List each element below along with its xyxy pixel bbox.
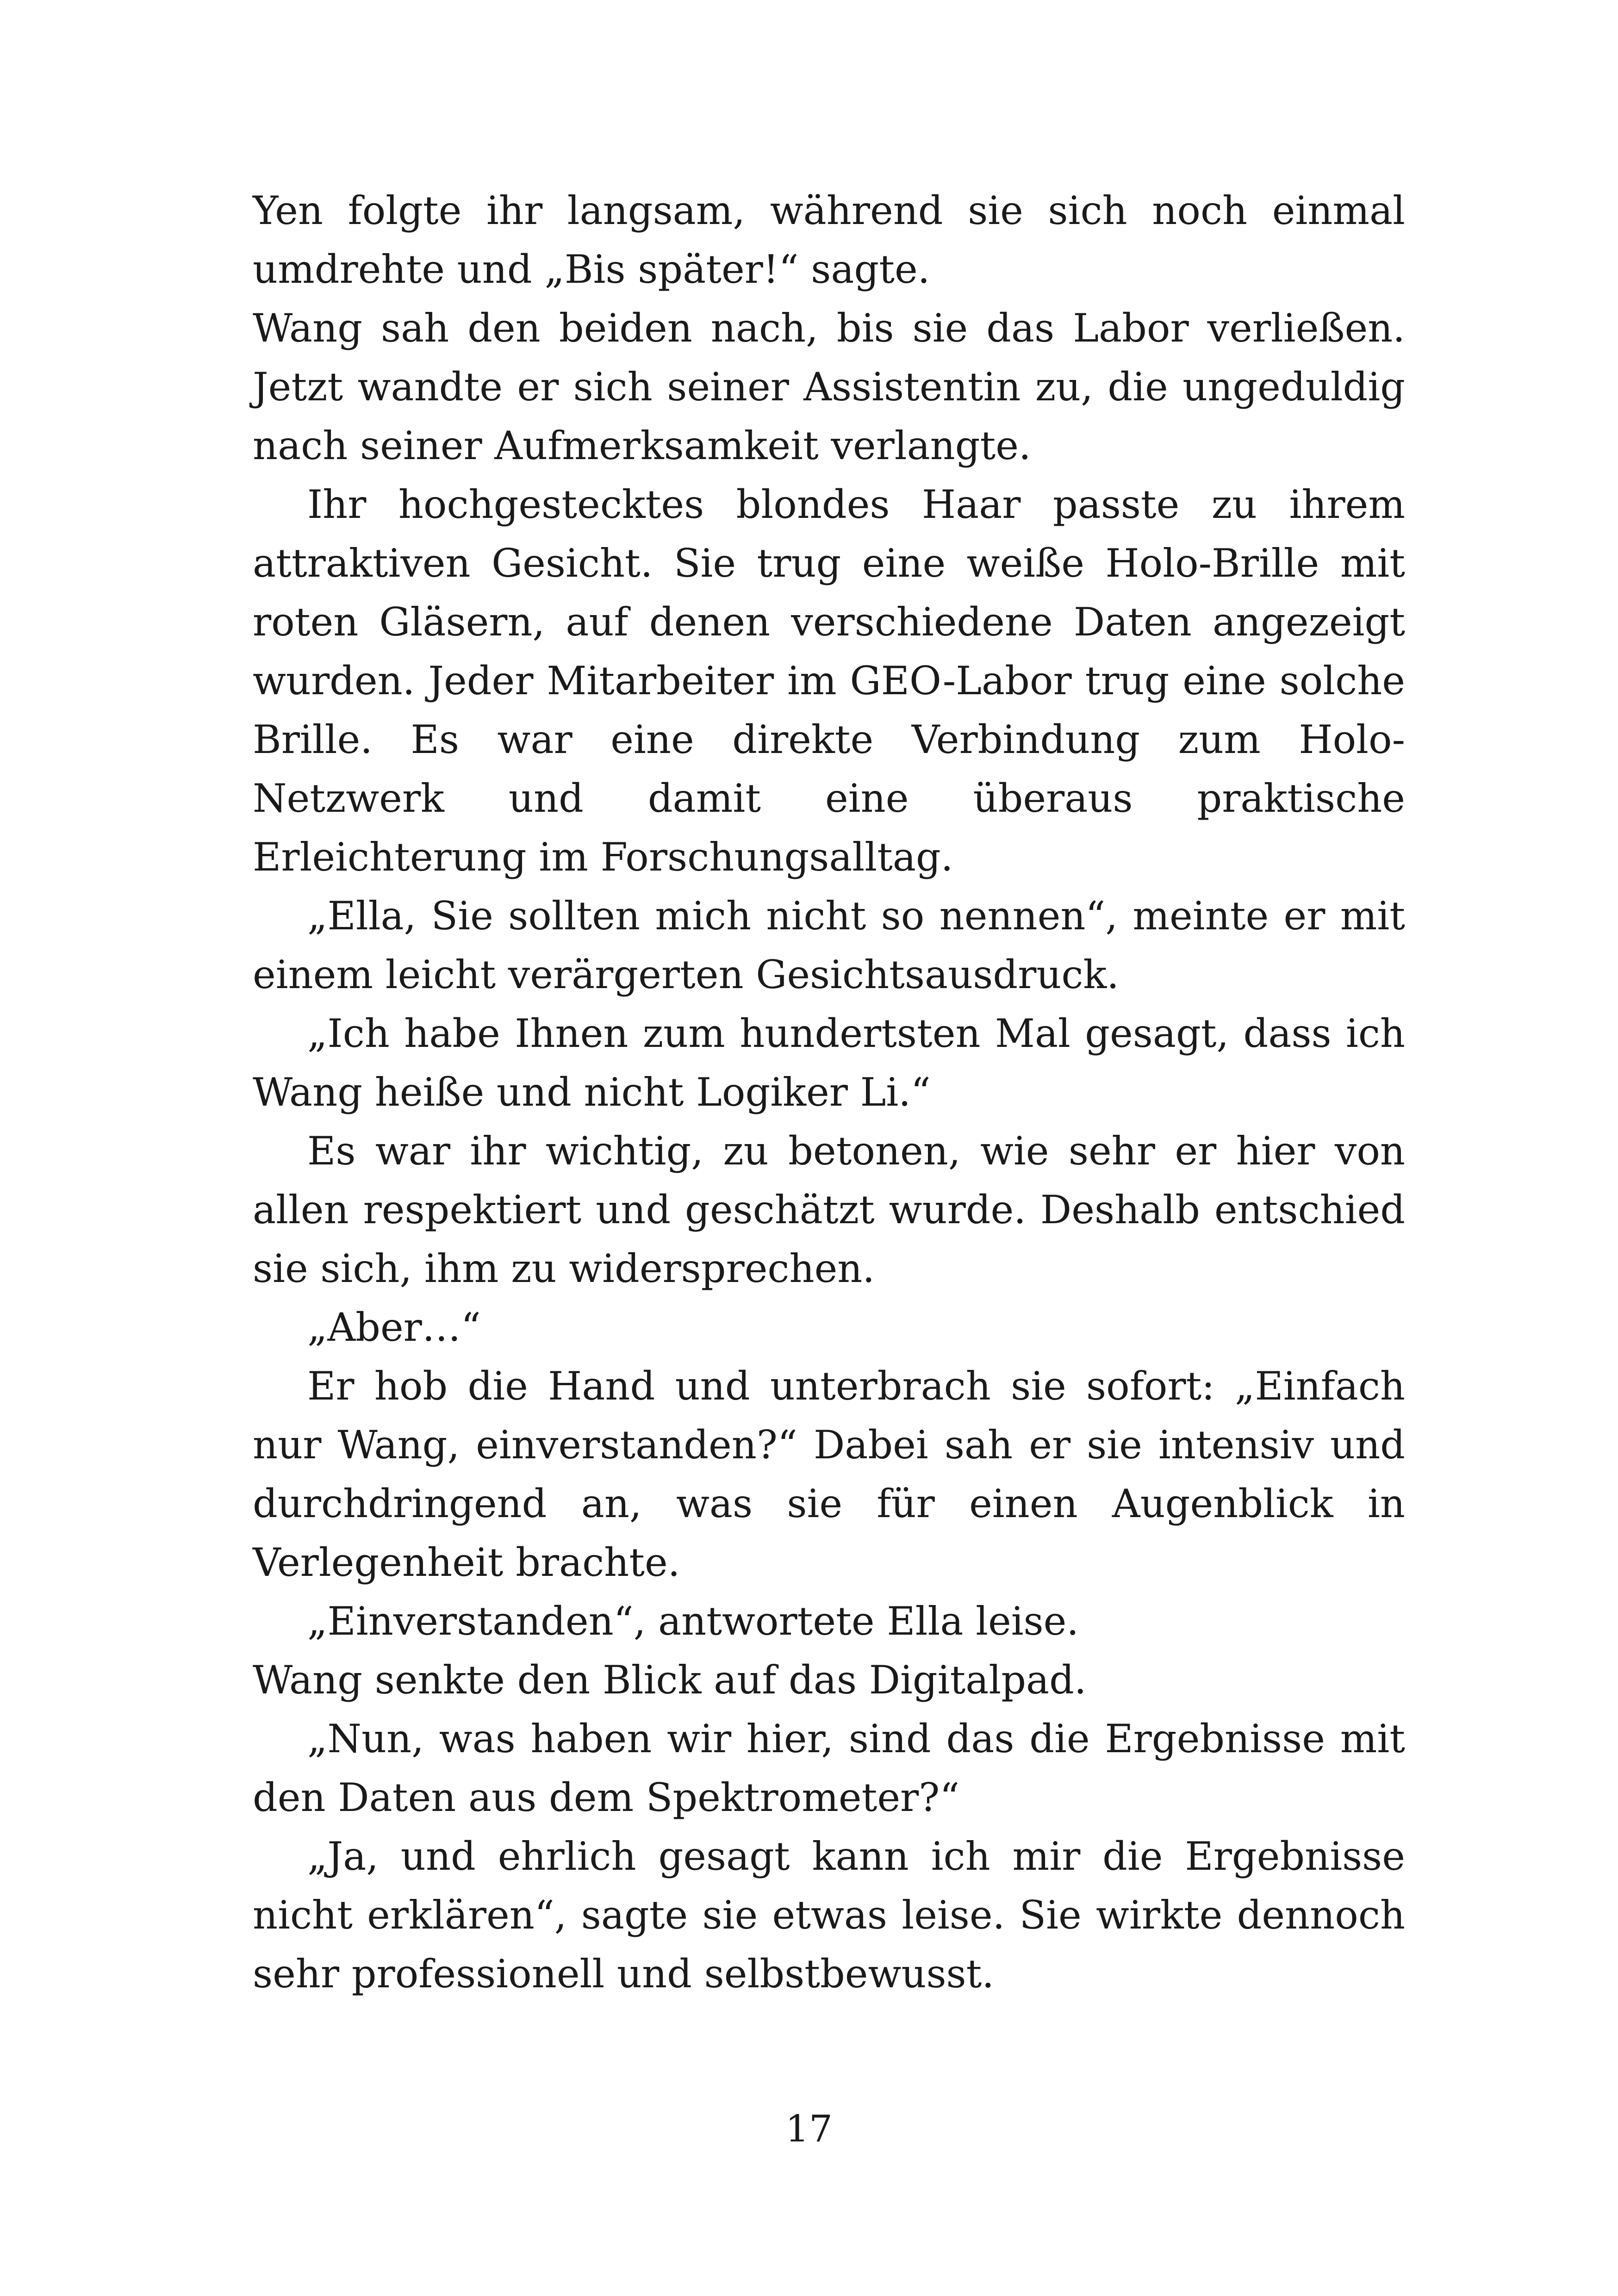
paragraph: Wang senkte den Blick auf das Digitalpad. xyxy=(253,1657,1087,1703)
paragraph: Ihr hochgestecktes blondes Haar passte zu ihrem attraktiven Gesicht. Sie trug eine weiße Holo-Brille mit roten Gläsern, auf denen verschiedene Daten angezeigt wurden. Jeder Mitarbeiter im GEO-Labor trug eine solche Brille. Es war eine direkte Verbindung zum Holo-Netzwerk und damit eine überaus praktische Erleichterung im Forschungsalltag. xyxy=(253,482,1405,880)
paragraph: „Nun, was haben wir hier, sind das die Ergebnisse mit den Daten aus dem Spektrometer?“ xyxy=(253,1716,1405,1820)
body-text xyxy=(253,181,1405,2004)
paragraph: Es war ihr wichtig, zu betonen, wie sehr er hier von allen respektiert und geschätzt wurde. Deshalb entschied sie sich, ihm zu widersprechen. xyxy=(253,1128,1405,1291)
paragraph: Wang sah den beiden nach, bis sie das Labor verließen. Jetzt wandte er sich seiner Assistentin zu, die ungeduldig nach seiner Aufmerksamkeit verlangte. xyxy=(253,305,1405,468)
paragraph: „Einverstanden“, antwortete Ella leise. xyxy=(307,1599,1079,1644)
paragraph: Yen folgte ihr langsam, während sie sich noch einmal umdrehte und „Bis später!“ sagte. xyxy=(253,188,1405,292)
paragraph: „Ich habe Ihnen zum hundertsten Mal gesagt, dass ich Wang heiße und nicht Logiker Li.“ xyxy=(253,1011,1405,1115)
paragraph: Er hob die Hand und unterbrach sie sofort: „Einfach nur Wang, einverstanden?“ Dabei sah er sie intensiv und durchdringend an, was sie für einen Augenblick in Verlegenheit brachte. xyxy=(253,1363,1405,1585)
paragraph: „Ella, Sie sollten mich nicht so nennen“, meinte er mit einem leicht verärgerten Gesichtsausdruck. xyxy=(253,893,1405,997)
page-number: 17 xyxy=(785,2107,833,2150)
paragraph: „Ja, und ehrlich gesagt kann ich mir die Ergebnisse nicht erklären“, sagte sie etwas leise. Sie wirkte dennoch sehr professionell und selbstbewusst. xyxy=(253,1834,1405,1997)
paragraph: „Aber…“ xyxy=(307,1305,481,1350)
